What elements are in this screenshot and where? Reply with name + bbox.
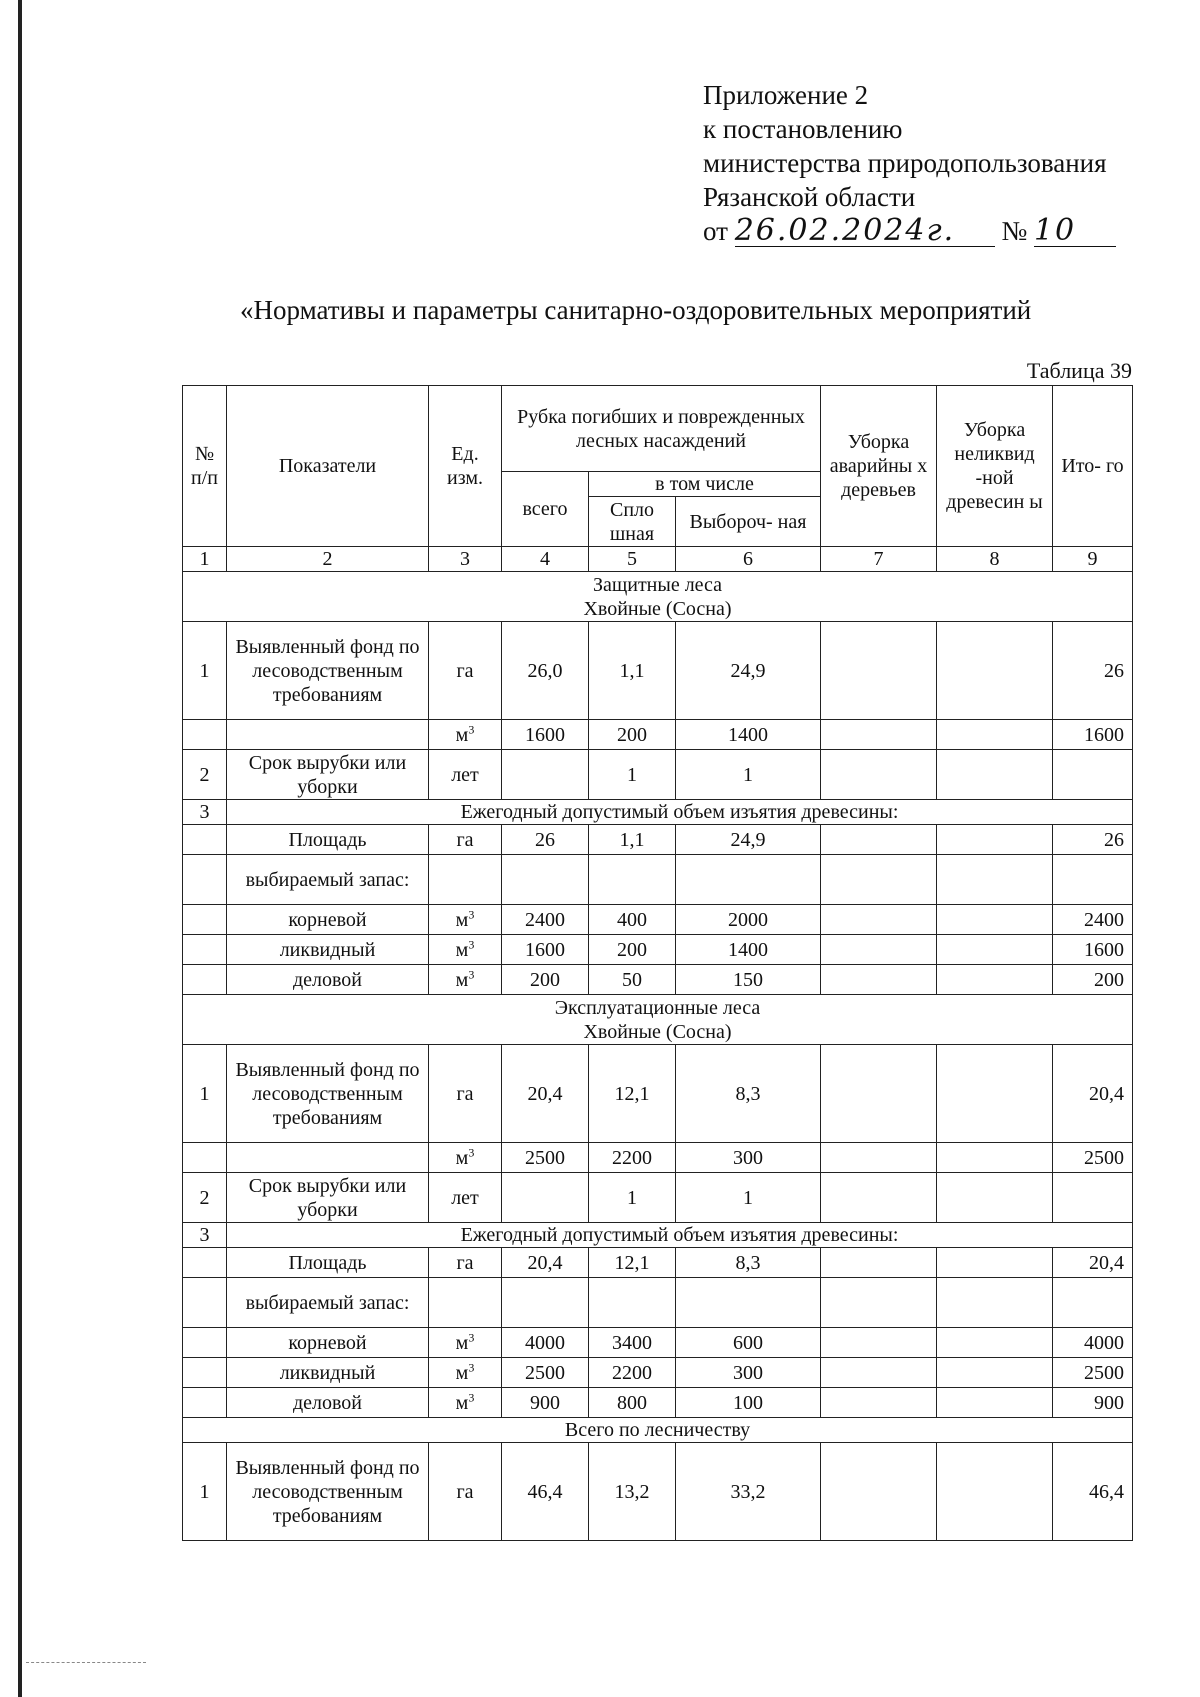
header-selective: Выбороч- ная (676, 497, 821, 547)
label-fund: Выявленный фонд по лесоводственным требованиям (227, 622, 429, 720)
table-row: 1 Выявленный фонд по лесоводственным требованиям га 20,4 12,1 8,3 20,4 (183, 1045, 1133, 1143)
header-solid: Спло шная (589, 497, 676, 547)
appendix-line1: Приложение 2 (703, 80, 869, 110)
handwritten-date: 26.02.2024г. (734, 213, 956, 248)
section-title: Эксплуатационные леса Хвойные (Сосна) (183, 995, 1133, 1045)
table-row: деловой $м^3$ 200 50 150 200 (183, 965, 1133, 995)
label-annual: Ежегодный допустимый объем изъятия древесины: (227, 1223, 1133, 1248)
header-illiquid: Уборка неликвид -ной древесин ы (937, 386, 1053, 547)
table-row: 1 Выявленный фонд по лесоводственным требованиям га 46,4 13,2 33,2 46,4 (183, 1443, 1133, 1541)
table-row: Площадь га 20,4 12,1 8,3 20,4 (183, 1248, 1133, 1278)
handwritten-number: 10 (1033, 213, 1077, 248)
table-row: 2 Срок вырубки или уборки лет 1 1 (183, 750, 1133, 800)
table-row: 2 Срок вырубки или уборки лет 1 1 (183, 1173, 1133, 1223)
col-num: 9 (1053, 547, 1133, 572)
table-row: ликвидный $м^3$ 2500 2200 300 2500 (183, 1358, 1133, 1388)
table-row: деловой $м^3$ 900 800 100 900 (183, 1388, 1133, 1418)
table-row: выбираемый запас: (183, 1278, 1133, 1328)
scan-artifact-line (26, 1662, 146, 1664)
header-felling: Рубка погибших и поврежденных лесных насаждений (502, 386, 821, 472)
col-num: 8 (937, 547, 1053, 572)
date-prefix: от (703, 216, 728, 246)
col-num: 4 (502, 547, 589, 572)
table-row: корневой $м^3$ 2400 400 2000 2400 (183, 905, 1133, 935)
table-row: ликвидный $м^3$ 1600 200 1400 1600 (183, 935, 1133, 965)
header-indicator: Показатели (227, 386, 429, 547)
page-left-edge (18, 0, 22, 1697)
header-including: в том числе (589, 472, 821, 497)
table-row: корневой $м^3$ 4000 3400 600 4000 (183, 1328, 1133, 1358)
col-num: 3 (429, 547, 502, 572)
col-num: 7 (821, 547, 937, 572)
label-term: Срок вырубки или уборки (227, 1173, 429, 1223)
table-row: 1 Выявленный фонд по лесоводственным требованиям га 26,0 1,1 24,9 26 (183, 622, 1133, 720)
col-num: 5 (589, 547, 676, 572)
appendix-line2: к постановлению (703, 114, 903, 144)
label-annual: Ежегодный допустимый объем изъятия древесины: (227, 800, 1133, 825)
header-sum: Ито- го (1053, 386, 1133, 547)
table-row: 3 Ежегодный допустимый объем изъятия древесины: (183, 1223, 1133, 1248)
appendix-line4: Рязанской области (703, 182, 916, 212)
section-title: Всего по лесничеству (183, 1418, 1133, 1443)
table-label: Таблица 39 (1026, 358, 1132, 383)
col-num: 1 (183, 547, 227, 572)
table-row: $м^3$ 2500 2200 300 2500 (183, 1143, 1133, 1173)
header-emergency: Уборка аварийны х деревьев (821, 386, 937, 547)
table-row: $м^3$ 1600 200 1400 1600 (183, 720, 1133, 750)
number-prefix: № (1001, 216, 1028, 246)
table-row: выбираемый запас: (183, 855, 1133, 905)
header-num: № п/п (183, 386, 227, 547)
label-fund: Выявленный фонд по лесоводственным требованиям (227, 1443, 429, 1541)
table-row: Площадь га 26 1,1 24,9 26 (183, 825, 1133, 855)
appendix-header (703, 78, 1116, 248)
column-numbers-row (183, 547, 1133, 572)
section-title: Защитные леса Хвойные (Сосна) (183, 572, 1133, 622)
table-row: 3 Ежегодный допустимый объем изъятия древесины: (183, 800, 1133, 825)
col-num: 2 (227, 547, 429, 572)
label-term: Срок вырубки или уборки (227, 750, 429, 800)
appendix-date-line (703, 214, 1116, 248)
norms-table (182, 385, 1133, 1541)
document-title: «Нормативы и параметры санитарно-оздоровительных мероприятий (240, 295, 1032, 325)
col-num: 6 (676, 547, 821, 572)
label-fund: Выявленный фонд по лесоводственным требованиям (227, 1045, 429, 1143)
appendix-line3: министерства природопользования (703, 148, 1107, 178)
header-unit: Ед. изм. (429, 386, 502, 547)
header-total: всего (502, 472, 589, 547)
